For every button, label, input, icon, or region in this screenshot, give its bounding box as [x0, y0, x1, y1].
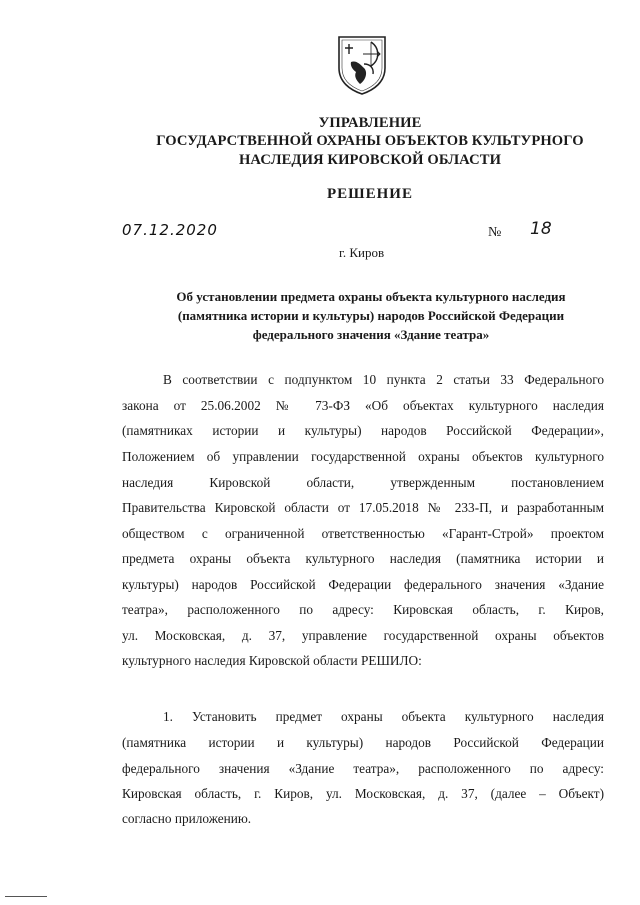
paragraph-2-line: 1. Установить предмет охраны объекта культурного наследия	[163, 709, 604, 724]
paragraph-1-line: Правительства Кировской области от 17.05.2018 № 233-П, и разработанным	[122, 500, 604, 515]
paragraph-1-line: закона от 25.06.2002 № 73-ФЗ «Об объектах культурного наследия	[122, 398, 604, 413]
paragraph-2-line: федерального значения «Здание театра», расположенного по адресу:	[122, 761, 604, 776]
number-sign: №	[488, 225, 502, 240]
agency-name-line-1: УПРАВЛЕНИЕ	[318, 115, 422, 131]
paragraph-2-line: согласно приложению.	[122, 811, 252, 826]
kirov-coat-of-arms-icon	[336, 34, 388, 96]
paragraph-1-line: обществом с ограниченной ответственностью «Гарант-Строй» проектом	[122, 526, 604, 541]
subject-line-3: федерального значения «Здание театра»	[252, 327, 490, 342]
document-city: г. Киров	[339, 245, 385, 260]
document-type-title: РЕШЕНИЕ	[327, 186, 413, 202]
subject-line-1: Об установлении предмета охраны объекта культурного наследия	[176, 289, 566, 304]
paragraph-1-line: культурного наследия Кировской области РЕШИЛО:	[122, 653, 422, 668]
agency-name-line-2: ГОСУДАРСТВЕННОЙ ОХРАНЫ ОБЪЕКТОВ КУЛЬТУРНОГО	[156, 133, 584, 149]
paragraph-2-line: (памятника истории и культуры) народов Российской Федерации	[122, 735, 604, 750]
paragraph-1-line: (памятниках истории и культуры) народов Российской Федерации»,	[122, 423, 604, 438]
paragraph-2-line: Кировская область, г. Киров, ул. Московская, д. 37, (далее – Объект)	[122, 786, 604, 801]
paragraph-1-line: Положением об управлении государственной охраны объектов культурного	[122, 449, 604, 464]
paragraph-1-line: предмета охраны объекта культурного наследия (памятника истории и	[122, 551, 604, 566]
paragraph-1-line: ул. Московская, д. 37, управление государственной охраны объектов	[122, 628, 604, 643]
document-date: 07.12.2020	[122, 221, 218, 239]
subject-line-2: (памятника истории и культуры) народов Российской Федерации	[177, 308, 565, 323]
document-number: 18	[530, 219, 552, 239]
paragraph-1-line: культуры) народов Российской Федерации федерального значения «Здание	[122, 577, 604, 592]
paragraph-1-line: В соответствии с подпунктом 10 пункта 2 статьи 33 Федерального	[163, 372, 604, 387]
agency-name-line-3: НАСЛЕДИЯ КИРОВСКОЙ ОБЛАСТИ	[238, 152, 502, 168]
footer-divider	[5, 896, 47, 897]
paragraph-1-line: театра», расположенного по адресу: Кировская область, г. Киров,	[122, 602, 604, 617]
paragraph-1-line: наследия Кировской области, утвержденным постановлением	[122, 475, 604, 490]
